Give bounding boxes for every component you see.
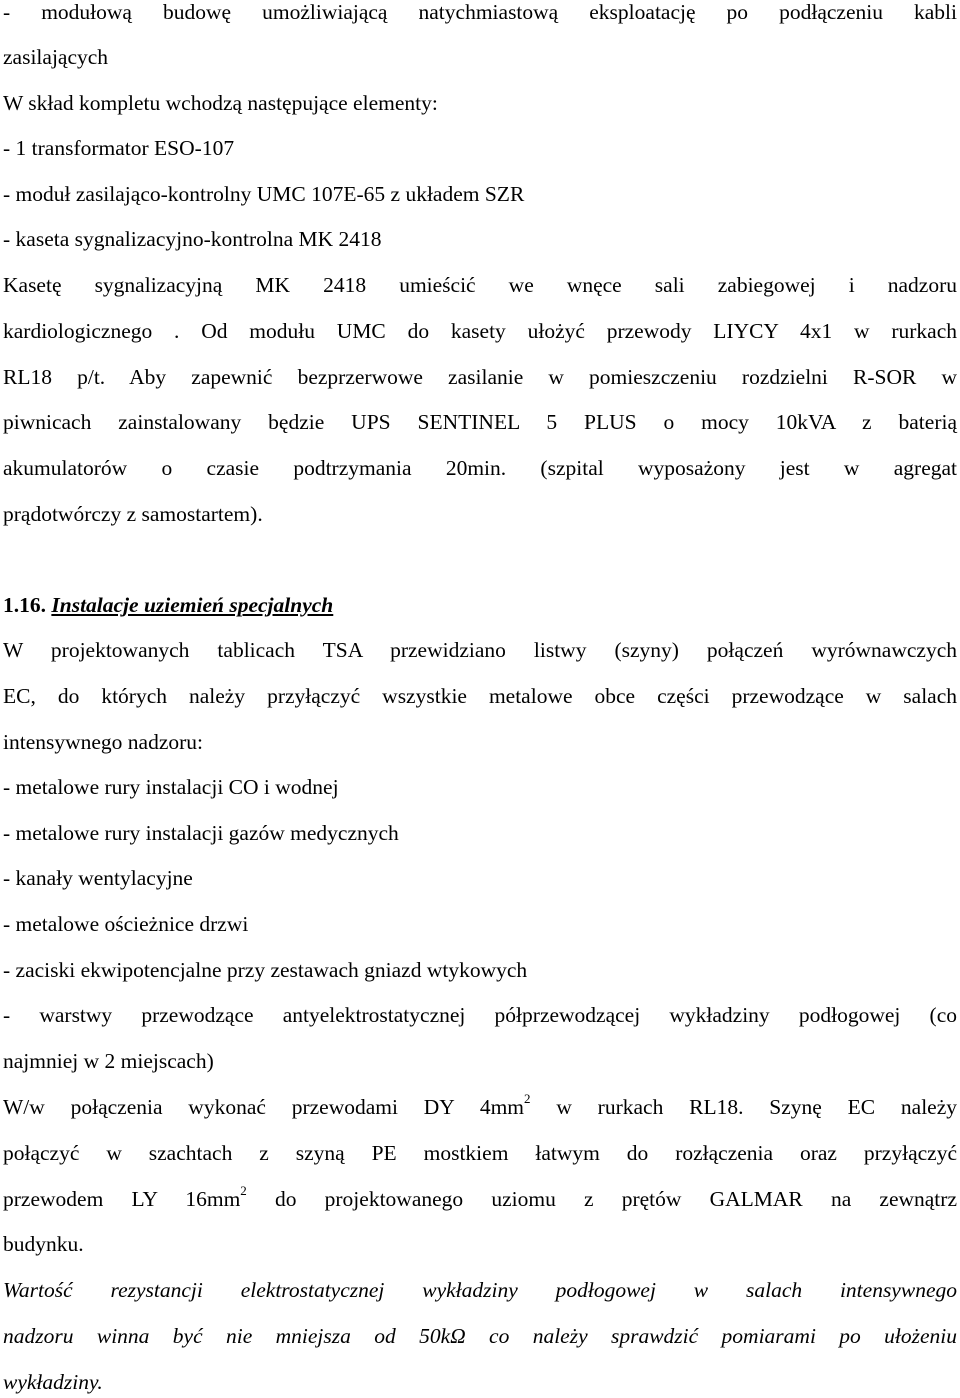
paragraph-line: RL18 p/t. Aby zapewnić bezprzerwowe zasilanie w pomieszczeniu rozdzielni R-SOR w bbox=[3, 365, 957, 389]
list-item: - moduł zasilająco-kontrolny UMC 107E-65 z układem SZR bbox=[3, 182, 525, 206]
paragraph-line: prądotwórczy z samostartem). bbox=[3, 502, 263, 526]
paragraph-line: intensywnego nadzoru: bbox=[3, 730, 204, 754]
paragraph-line: piwnicach zainstalowany będzie UPS SENTINEL 5 PLUS o mocy 10kVA z baterią bbox=[3, 410, 957, 434]
list-item: - metalowe rury instalacji CO i wodnej bbox=[3, 775, 339, 799]
section-title: Instalacje uziemień specjalnych bbox=[51, 593, 334, 617]
kit-intro: W skład kompletu wchodzą następujące elementy: bbox=[3, 91, 438, 115]
paragraph-line: kardiologicznego . Od modułu UMC do kasety ułożyć przewody LIYCY 4x1 w rurkach bbox=[3, 319, 957, 343]
list-item: - metalowe ościeżnice drzwi bbox=[3, 912, 249, 936]
list-item: - kanały wentylacyjne bbox=[3, 866, 193, 890]
superscript: 2 bbox=[524, 1090, 531, 1106]
text-fragment: przewodem LY 16mm bbox=[3, 1187, 241, 1211]
paragraph-line: wykładziny. bbox=[3, 1370, 103, 1394]
list-item: - kaseta sygnalizacyjno-kontrolna MK 2418 bbox=[3, 227, 382, 251]
paragraph-line: Wartość rezystancji elektrostatycznej wykładziny podłogowej w salach intensywnego bbox=[3, 1278, 957, 1302]
section-heading bbox=[3, 590, 333, 620]
paragraph-line: połączyć w szachtach z szyną PE mostkiem łatwym do rozłączenia oraz przyłączyć bbox=[3, 1141, 957, 1165]
list-item: najmniej w 2 miejscach) bbox=[3, 1049, 214, 1073]
text-fragment: do projektowanego uziomu z prętów GALMAR na zewnątrz bbox=[246, 1187, 957, 1211]
paragraph-line: EC, do których należy przyłączyć wszystkie metalowe obce części przewodzące w salach bbox=[3, 684, 957, 708]
paragraph-line: Kasetę sygnalizacyjną MK 2418 umieścić we wnęce sali zabiegowej i nadzoru bbox=[3, 273, 957, 297]
paragraph-line bbox=[3, 1184, 957, 1214]
text-fragment: W/w połączenia wykonać przewodami DY 4mm bbox=[3, 1095, 525, 1119]
paragraph-line: budynku. bbox=[3, 1232, 84, 1256]
paragraph-line bbox=[3, 1092, 957, 1122]
list-item: - metalowe rury instalacji gazów medycznych bbox=[3, 821, 399, 845]
list-item: - 1 transformator ESO-107 bbox=[3, 136, 235, 160]
section-number: 1.16. bbox=[3, 593, 46, 617]
paragraph-line: nadzoru winna być nie mniejsza od 50kΩ co należy sprawdzić pomiarami po ułożeniu bbox=[3, 1324, 957, 1348]
paragraph-line: - modułową budowę umożliwiającą natychmiastową eksploatację po podłączeniu kabli bbox=[3, 0, 957, 24]
paragraph-line: akumulatorów o czasie podtrzymania 20min. (szpital wyposażony jest w agregat bbox=[3, 456, 957, 480]
paragraph-line: W projektowanych tablicach TSA przewidziano listwy (szyny) połączeń wyrównawczych bbox=[3, 638, 957, 662]
paragraph-line: zasilających bbox=[3, 45, 109, 69]
list-item: - zaciski ekwipotencjalne przy zestawach gniazd wtykowych bbox=[3, 958, 528, 982]
text-fragment: w rurkach RL18. Szynę EC należy bbox=[530, 1095, 958, 1119]
list-item: - warstwy przewodzące antyelektrostatycznej półprzewodzącej wykładziny podłogowej (co bbox=[3, 1003, 957, 1027]
superscript: 2 bbox=[240, 1182, 247, 1198]
